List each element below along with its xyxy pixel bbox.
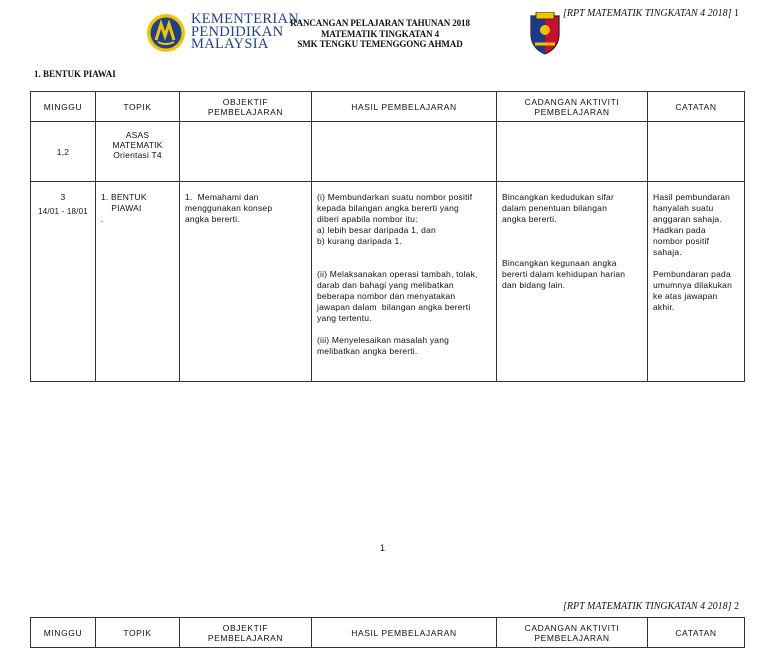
- page2-header-objektif: OBJEKTIF PEMBELAJARAN: [180, 618, 312, 648]
- page2-rpt-table: [30, 617, 745, 648]
- catatan-item-1: Hasil pembundaran hanyalah suatu anggaran sahaja. Hadkan pada nombor positif sahaja.: [653, 192, 731, 257]
- row2-hasil: [312, 182, 497, 382]
- page2-running-head-text: [RPT MATEMATIK TINGKATAN 4 2018]: [563, 601, 732, 612]
- row1-objektif: [180, 122, 312, 182]
- catatan-item-2: Pembundaran pada umumnya dilakukan ke atas jawapan akhir.: [653, 269, 732, 312]
- row2-date: 14/01 - 18/01: [38, 207, 88, 216]
- row2-cadangan: [497, 182, 648, 382]
- page2-header-hasil: HASIL PEMBELAJARAN: [312, 618, 497, 648]
- cadangan-item-1: Bincangkan kedudukan sifar dalam penentuan bilangan angka bererti.: [502, 192, 614, 224]
- header-cadangan: CADANGAN AKTIVITI PEMBELAJARAN: [497, 92, 648, 122]
- ministry-logo: [145, 11, 300, 54]
- document-title: [275, 18, 485, 50]
- hasil-item-1: (i) Membundarkan suatu nombor positif kepada bilangan angka bererti yang diberi apabila nombor itu: a) lebih besar daripada 1, dan b) kurang daripada 1.: [317, 192, 473, 246]
- table-row: [31, 182, 745, 382]
- header-catatan: CATATAN: [648, 92, 745, 122]
- page2-header-minggu: MINGGU: [31, 618, 96, 648]
- row1-cadangan: [497, 122, 648, 182]
- row2-objektif: 1. Memahami dan menggunakan konsep angka bererti.: [180, 182, 312, 382]
- page2-table-header-row: [31, 618, 745, 648]
- table-row: [31, 122, 745, 182]
- header-topik: TOPIK: [96, 92, 180, 122]
- page2-header-catatan: CATATAN: [648, 618, 745, 648]
- table-header-row: [31, 92, 745, 122]
- row2-catatan: [648, 182, 745, 382]
- running-head-page: 1: [734, 8, 740, 19]
- cadangan-item-2: Bincangkan kegunaan angka bererti dalam kehidupan harian dan bidang lain.: [502, 258, 626, 290]
- hasil-item-3: (iii) Menyelesaikan masalah yang melibatkan angka bererti.: [317, 335, 450, 356]
- school-crest-icon: [527, 12, 563, 56]
- section-title: 1. BENTUK PIAWAI: [34, 69, 116, 79]
- page2-running-head: [563, 601, 739, 612]
- title-line-2: MATEMATIK TINGKATAN 4: [320, 28, 440, 39]
- row1-topik: ASAS MATEMATIK Orientasi T4: [96, 122, 180, 182]
- page2-header-cadangan: CADANGAN AKTIVITI PEMBELAJARAN: [497, 618, 648, 648]
- header-objektif: OBJEKTIF PEMBELAJARAN: [180, 92, 312, 122]
- page2-header-topik: TOPIK: [96, 618, 180, 648]
- row1-minggu: 1,2: [31, 122, 96, 182]
- hasil-item-2: (ii) Melaksanakan operasi tambah, tolak, darab dan bahagi yang melibatkan beberapa nombor dan menyatakan jawapan dalam bilangan angka bererti yang tertentu.: [317, 269, 478, 323]
- row2-topik: 1. BENTUK PIAWAI .: [96, 182, 180, 382]
- row2-minggu: 3: [60, 192, 66, 202]
- header-minggu: MINGGU: [31, 92, 96, 122]
- page-number: 1: [380, 543, 386, 553]
- running-head-text: [RPT MATEMATIK TINGKATAN 4 2018]: [563, 8, 732, 19]
- running-head: [563, 8, 739, 19]
- header-hasil: HASIL PEMBELAJARAN: [312, 92, 497, 122]
- ministry-emblem-icon: [145, 12, 189, 54]
- ministry-line2: PENDIDIKAN: [191, 23, 284, 40]
- ministry-line3: MALAYSIA: [191, 36, 269, 52]
- title-line-1: RANCANGAN PELAJARAN TAHUNAN 2018: [290, 18, 470, 28]
- page2-running-head-page: 2: [734, 601, 740, 612]
- title-line-3: SMK TENGKU TEMENGGONG AHMAD: [297, 39, 463, 49]
- row1-catatan: [648, 122, 745, 182]
- row1-hasil: [312, 122, 497, 182]
- rpt-table: [30, 91, 745, 382]
- row2-minggu-cell: [31, 182, 96, 382]
- ministry-line1: KEMENTERIAN: [191, 11, 300, 27]
